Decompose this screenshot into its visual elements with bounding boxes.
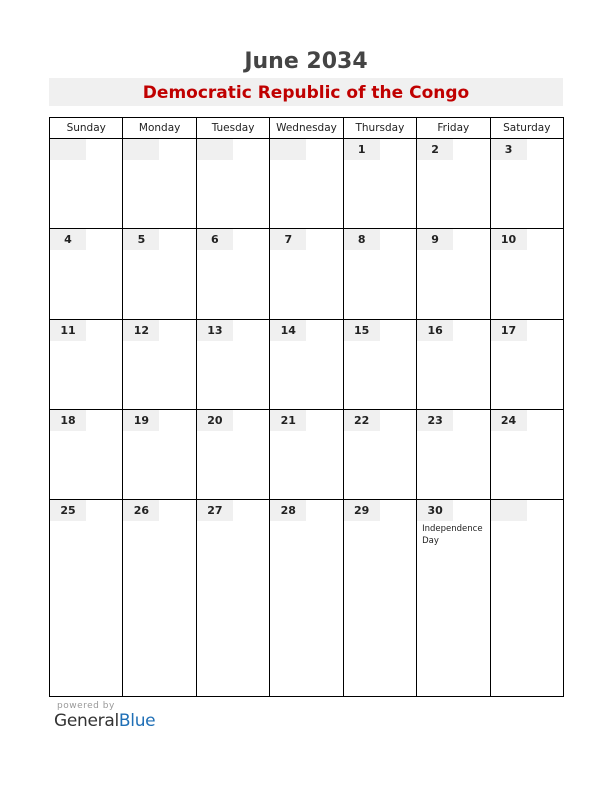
day-cell	[270, 409, 343, 499]
day-number: 4	[50, 229, 86, 250]
weekday-header: Saturday	[490, 118, 563, 139]
day-number: 18	[50, 410, 86, 431]
calendar-title: June 2034	[244, 49, 368, 74]
weekday-header: Wednesday	[270, 118, 343, 139]
day-number	[50, 139, 86, 160]
generalblue-logo[interactable]	[54, 711, 155, 731]
day-cell	[417, 409, 490, 499]
day-number: 8	[344, 229, 380, 250]
day-number: 7	[270, 229, 306, 250]
day-cell	[270, 139, 343, 229]
logo-text-blue: Blue	[118, 711, 156, 731]
week-row	[50, 319, 564, 409]
day-cell	[123, 319, 196, 409]
day-cell	[343, 500, 416, 697]
day-number: 19	[123, 410, 159, 431]
day-number: 24	[491, 410, 527, 431]
day-cell	[50, 139, 123, 229]
day-cell	[343, 229, 416, 319]
holiday-label: Independence Day	[422, 524, 483, 546]
day-cell	[50, 319, 123, 409]
day-cell	[270, 500, 343, 697]
country-banner	[49, 78, 563, 106]
day-number: 21	[270, 410, 306, 431]
day-number: 9	[417, 229, 453, 250]
day-cell	[50, 500, 123, 697]
day-number: 1	[344, 139, 380, 160]
day-cell	[123, 409, 196, 499]
day-number: 11	[50, 320, 86, 341]
day-number: 15	[344, 320, 380, 341]
weekday-header: Sunday	[50, 118, 123, 139]
day-cell	[123, 229, 196, 319]
week-row	[50, 229, 564, 319]
day-cell	[490, 229, 563, 319]
day-number	[491, 500, 527, 521]
day-number: 23	[417, 410, 453, 431]
day-cell	[343, 409, 416, 499]
day-cell	[417, 229, 490, 319]
day-number: 13	[197, 320, 233, 341]
day-cell	[490, 139, 563, 229]
day-cell	[196, 229, 269, 319]
day-cell	[417, 319, 490, 409]
day-number: 29	[344, 500, 380, 521]
day-number: 12	[123, 320, 159, 341]
day-cell	[50, 229, 123, 319]
day-number: 30	[417, 500, 453, 521]
day-cell	[123, 139, 196, 229]
week-row	[50, 500, 564, 697]
day-number	[197, 139, 233, 160]
day-number: 14	[270, 320, 306, 341]
country-name: Democratic Republic of the Congo	[142, 83, 470, 103]
day-number: 2	[417, 139, 453, 160]
day-cell	[417, 139, 490, 229]
logo-text-general: General	[54, 711, 119, 731]
weekday-header-row	[50, 118, 564, 139]
day-cell	[490, 500, 563, 697]
day-cell	[50, 409, 123, 499]
day-cell	[196, 500, 269, 697]
day-cell	[490, 409, 563, 499]
day-number: 16	[417, 320, 453, 341]
day-number: 25	[50, 500, 86, 521]
weekday-header: Monday	[123, 118, 196, 139]
day-cell	[343, 319, 416, 409]
day-number: 3	[491, 139, 527, 160]
day-cell	[270, 229, 343, 319]
day-number: 10	[491, 229, 527, 250]
day-number: 20	[197, 410, 233, 431]
day-cell	[196, 319, 269, 409]
day-number: 26	[123, 500, 159, 521]
day-number: 22	[344, 410, 380, 431]
day-number: 27	[197, 500, 233, 521]
day-cell	[343, 139, 416, 229]
day-cell	[196, 139, 269, 229]
day-number	[123, 139, 159, 160]
day-cell	[123, 500, 196, 697]
day-number: 17	[491, 320, 527, 341]
day-cell	[270, 319, 343, 409]
week-row	[50, 139, 564, 229]
day-number: 28	[270, 500, 306, 521]
weekday-header: Thursday	[343, 118, 416, 139]
weekday-header: Friday	[417, 118, 490, 139]
calendar-grid	[49, 117, 564, 697]
day-cell	[490, 319, 563, 409]
weekday-header: Tuesday	[196, 118, 269, 139]
day-number: 6	[197, 229, 233, 250]
day-cell	[196, 409, 269, 499]
week-row	[50, 409, 564, 499]
day-number	[270, 139, 306, 160]
day-cell	[417, 500, 490, 697]
powered-by-text: powered by	[57, 701, 115, 711]
day-number: 5	[123, 229, 159, 250]
